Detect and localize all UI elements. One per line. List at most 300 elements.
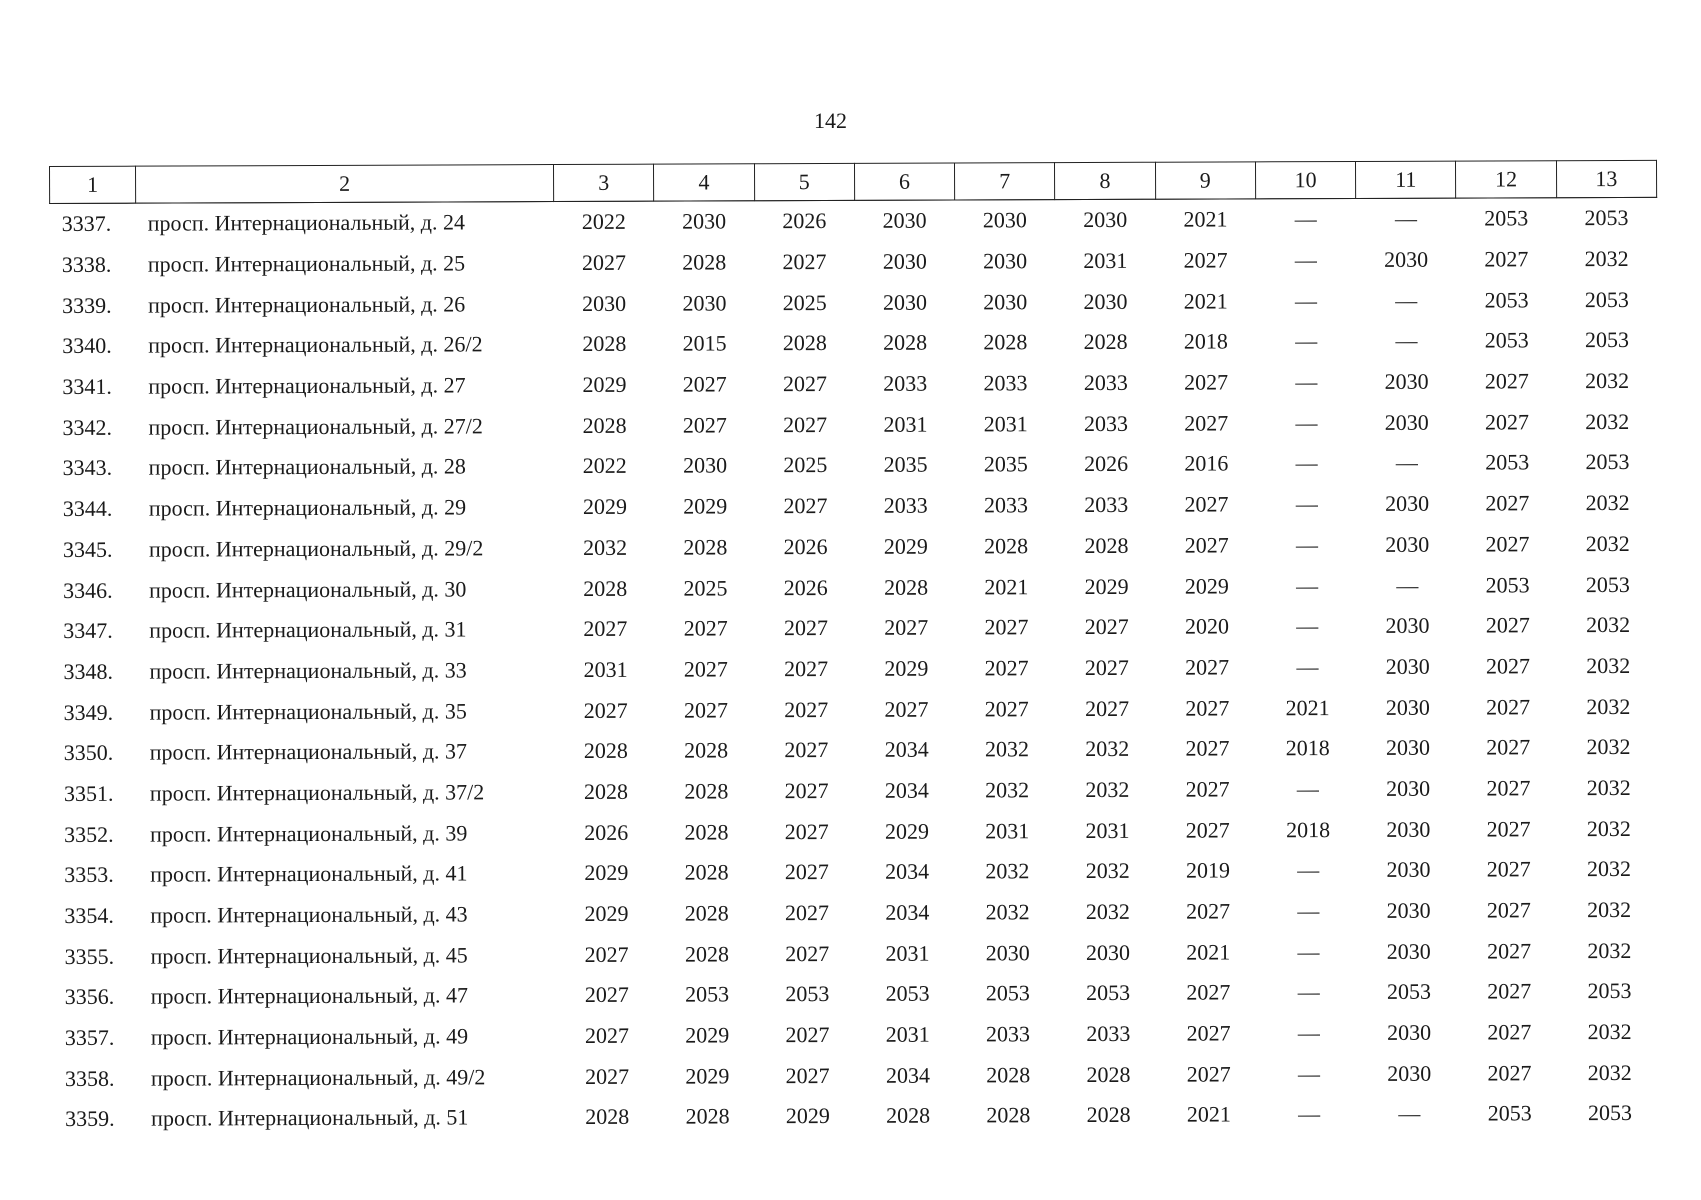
row-number: 3350. (63, 740, 114, 766)
row-value-col-6: 2030 (882, 248, 927, 274)
row-value-col-9: 2029 (1184, 573, 1229, 599)
row-value-col-7: 2027 (984, 655, 1029, 681)
column-header-3: 3 (553, 164, 653, 201)
row-value-col-5: 2027 (783, 411, 828, 437)
row-number: 3356. (64, 984, 115, 1010)
row-value-col-13: 2032 (1584, 245, 1629, 272)
row-value-col-10: — (1297, 857, 1320, 883)
row-number: 3358. (64, 1065, 115, 1091)
row-value-col-9: 2021 (1186, 939, 1231, 965)
row-value-col-5: 2027 (784, 777, 829, 804)
register-table (49, 160, 1661, 1140)
row-number: 3354. (64, 902, 114, 928)
row-value-col-10: — (1295, 531, 1318, 558)
row-number: 3341. (62, 373, 112, 400)
row-value-col-11: 2030 (1385, 531, 1430, 557)
row-value-col-9: 2027 (1184, 369, 1229, 395)
row-value-col-4: 2027 (683, 656, 728, 682)
row-value-col-7: 2031 (985, 817, 1030, 844)
row-value-col-8: 2028 (1086, 1061, 1131, 1087)
row-value-col-11: 2030 (1387, 1019, 1432, 1045)
row-value-col-10: — (1297, 1060, 1321, 1086)
row-value-col-8: 2030 (1085, 939, 1131, 965)
row-address: просп. Интернациональный, д. 49 (150, 1023, 469, 1050)
table-row (51, 483, 1658, 530)
row-value-col-9: 2027 (1185, 817, 1230, 843)
row-value-col-12: 2027 (1487, 1060, 1532, 1086)
row-address: просп. Интернациональный, д. 37 (149, 738, 468, 765)
row-value-col-6: 2034 (885, 858, 930, 885)
column-header-13: 13 (1556, 160, 1656, 197)
row-value-col-6: 2028 (886, 1103, 931, 1129)
row-value-col-12: 2027 (1487, 1019, 1532, 1045)
row-value-col-5: 2027 (783, 493, 828, 519)
row-value-col-7: 2033 (983, 492, 1029, 518)
row-address: просп. Интернациональный, д. 25 (147, 250, 466, 277)
row-address: просп. Интернациональный, д. 51 (151, 1104, 469, 1132)
row-value-col-9: 2027 (1186, 898, 1231, 924)
row-value-col-11: 2030 (1386, 857, 1431, 883)
row-value-col-4: 2030 (682, 452, 728, 479)
row-value-col-3: 2028 (583, 575, 628, 601)
row-value-col-7: 2030 (985, 939, 1030, 966)
row-value-col-13: 2032 (1585, 408, 1630, 434)
table-row (53, 1052, 1660, 1099)
row-number: 3347. (63, 617, 113, 644)
row-value-col-11: — (1395, 328, 1418, 354)
table-row (51, 442, 1658, 489)
row-value-col-7: 2027 (984, 695, 1029, 722)
row-number: 3346. (63, 577, 113, 603)
column-header-7: 7 (955, 163, 1055, 200)
row-value-col-7: 2033 (983, 370, 1028, 396)
row-value-col-10: — (1295, 491, 1318, 517)
table-row (52, 727, 1659, 774)
row-value-col-9: 2019 (1185, 857, 1230, 883)
row-value-col-10: — (1294, 287, 1318, 313)
row-value-col-13: 2053 (1587, 978, 1632, 1004)
row-address: просп. Интернациональный, д. 30 (149, 575, 467, 603)
row-value-col-6: 2033 (883, 492, 928, 518)
row-value-col-4: 2028 (685, 1103, 730, 1130)
row-value-col-3: 2031 (583, 656, 628, 682)
row-value-col-11: — (1396, 572, 1419, 598)
row-number: 3359. (65, 1106, 115, 1132)
row-value-col-3: 2029 (584, 900, 629, 926)
row-value-col-5: 2026 (782, 208, 827, 234)
row-value-col-8: 2032 (1085, 898, 1130, 925)
row-value-col-4: 2028 (684, 941, 729, 967)
row-value-col-7: 2032 (985, 899, 1030, 925)
row-value-col-13: 2032 (1587, 1059, 1632, 1085)
row-value-col-10: — (1296, 654, 1319, 680)
row-value-col-10: 2018 (1285, 816, 1331, 842)
row-value-col-6: 2029 (883, 533, 928, 559)
row-value-col-8: 2028 (1084, 532, 1129, 558)
column-header-9: 9 (1155, 162, 1255, 199)
row-value-col-13: 2032 (1585, 490, 1630, 516)
row-value-col-13: 2032 (1586, 856, 1632, 882)
row-value-col-13: 2053 (1587, 1100, 1632, 1126)
row-value-col-4: 2029 (685, 1063, 730, 1089)
column-header-8: 8 (1055, 162, 1155, 199)
row-value-col-9: 2027 (1186, 1020, 1231, 1046)
row-value-col-12: 2027 (1486, 815, 1531, 842)
row-value-col-9: 2018 (1183, 328, 1228, 355)
row-value-col-6: 2035 (883, 452, 928, 478)
row-address: просп. Интернациональный, д. 49/2 (150, 1064, 486, 1091)
row-value-col-12: 2053 (1487, 1100, 1532, 1126)
row-value-col-12: 2027 (1486, 693, 1531, 720)
table-body (50, 197, 1661, 1139)
row-value-col-9: 2027 (1184, 491, 1229, 517)
row-value-col-8: 2033 (1083, 369, 1128, 396)
row-value-col-12: 2053 (1484, 327, 1529, 353)
row-value-col-10: — (1298, 1101, 1321, 1127)
row-value-col-9: 2020 (1184, 613, 1230, 639)
row-address: просп. Интернациональный, д. 43 (150, 901, 468, 928)
row-value-col-13: 2053 (1585, 449, 1630, 475)
table-header-row (50, 160, 1657, 203)
row-value-col-13: 2053 (1584, 327, 1630, 353)
row-address: просп. Интернациональный, д. 41 (150, 860, 468, 887)
row-value-col-12: 2027 (1485, 612, 1530, 638)
row-value-col-12: 2053 (1485, 571, 1530, 598)
row-value-col-5: 2027 (782, 371, 828, 397)
row-value-col-9: 2027 (1186, 979, 1231, 1006)
row-value-col-7: 2028 (986, 1102, 1031, 1128)
row-value-col-8: 2028 (1083, 329, 1128, 355)
row-number: 3348. (63, 658, 113, 684)
row-number: 3349. (63, 699, 114, 725)
row-value-col-6: 2030 (882, 289, 927, 315)
row-value-col-7: 2028 (983, 329, 1028, 355)
column-header-4: 4 (654, 164, 754, 201)
row-number: 3339. (61, 292, 112, 318)
row-value-col-7: 2053 (985, 980, 1030, 1006)
row-value-col-3: 2027 (583, 616, 628, 642)
row-value-col-8: 2033 (1083, 410, 1128, 436)
row-value-col-4: 2028 (684, 819, 729, 845)
row-address: просп. Интернациональный, д. 47 (150, 982, 468, 1010)
row-value-col-12: 2053 (1485, 449, 1530, 475)
row-value-col-4: 2029 (685, 1022, 730, 1048)
row-address: просп. Интернациональный, д. 31 (149, 616, 467, 643)
row-value-col-13: 2032 (1585, 530, 1630, 556)
row-number: 3340. (62, 333, 112, 359)
row-number: 3343. (62, 455, 113, 481)
table-row (50, 320, 1657, 367)
row-value-col-13: 2032 (1586, 612, 1631, 638)
row-address: просп. Интернациональный, д. 29 (148, 494, 467, 521)
row-value-col-12: 2027 (1485, 531, 1530, 557)
row-value-col-13: 2032 (1587, 937, 1632, 963)
row-value-col-6: 2029 (884, 818, 930, 844)
row-value-col-7: 2030 (982, 207, 1027, 233)
row-value-col-6: 2030 (882, 207, 927, 234)
row-value-col-3: 2028 (582, 331, 627, 357)
column-header-11: 11 (1356, 161, 1456, 198)
row-value-col-11: — (1395, 287, 1418, 313)
row-value-col-9: 2027 (1183, 247, 1228, 273)
row-value-col-8: 2029 (1084, 573, 1129, 599)
row-number: 3342. (62, 414, 113, 440)
row-address: просп. Интернациональный, д. 35 (149, 697, 467, 725)
row-value-col-5: 2027 (784, 859, 829, 885)
row-value-col-9: 2021 (1183, 206, 1228, 232)
row-value-col-4: 2028 (684, 859, 729, 885)
row-value-col-13: 2032 (1586, 774, 1631, 801)
row-value-col-3: 2026 (584, 819, 629, 845)
row-value-col-3: 2027 (584, 941, 629, 967)
row-value-col-3: 2028 (582, 412, 627, 438)
row-value-col-13: 2032 (1587, 1019, 1632, 1045)
row-value-col-11: 2030 (1385, 612, 1430, 639)
row-value-col-12: 2027 (1486, 897, 1531, 923)
row-address: просп. Интернациональный, д. 33 (149, 657, 467, 684)
row-value-col-4: 2053 (685, 981, 730, 1007)
row-value-col-6: 2031 (885, 940, 930, 966)
row-value-col-4: 2027 (683, 696, 729, 723)
column-header-2: 2 (136, 165, 554, 204)
row-value-col-5: 2053 (785, 981, 830, 1007)
row-value-col-10: — (1295, 450, 1318, 476)
row-value-col-11: 2030 (1387, 1060, 1432, 1086)
row-value-col-9: 2016 (1184, 450, 1229, 477)
row-address: просп. Интернациональный, д. 45 (150, 942, 468, 969)
row-value-col-5: 2025 (782, 289, 827, 315)
row-value-col-13: 2053 (1585, 571, 1630, 597)
row-value-col-11: 2053 (1386, 979, 1431, 1005)
row-value-col-5: 2027 (782, 249, 827, 275)
row-value-col-6: 2034 (884, 777, 929, 803)
row-value-col-8: 2032 (1085, 858, 1130, 884)
row-value-col-3: 2029 (582, 371, 627, 398)
table-row (53, 1093, 1660, 1140)
row-value-col-6: 2034 (885, 1062, 930, 1088)
row-number: 3338. (61, 251, 112, 277)
row-value-col-3: 2028 (583, 778, 629, 804)
row-value-col-10: — (1295, 409, 1318, 435)
row-value-col-7: 2021 (984, 573, 1029, 599)
row-value-col-7: 2033 (985, 1021, 1031, 1047)
row-value-col-7: 2028 (984, 533, 1029, 559)
row-value-col-11: 2030 (1385, 694, 1430, 720)
row-value-col-12: 2053 (1484, 287, 1529, 313)
row-value-col-4: 2028 (684, 900, 729, 926)
row-value-col-12: 2027 (1486, 856, 1531, 882)
row-value-col-5: 2027 (784, 696, 829, 722)
row-value-col-4: 2027 (683, 615, 728, 641)
row-value-col-12: 2027 (1487, 978, 1532, 1004)
row-value-col-13: 2053 (1584, 205, 1629, 231)
row-value-col-4: 2027 (682, 412, 727, 438)
row-value-col-8: 2026 (1084, 451, 1129, 477)
row-value-col-4: 2029 (683, 493, 728, 519)
row-value-col-6: 2027 (884, 696, 929, 722)
row-value-col-6: 2028 (883, 330, 928, 356)
row-value-col-9: 2021 (1186, 1101, 1231, 1128)
table-row (50, 361, 1657, 408)
row-value-col-7: 2030 (983, 248, 1028, 274)
row-value-col-10: 2018 (1285, 735, 1330, 761)
table-row (52, 849, 1659, 896)
row-value-col-5: 2029 (785, 1103, 830, 1129)
row-value-col-3: 2027 (581, 249, 627, 275)
row-value-col-10: — (1297, 1020, 1320, 1046)
row-value-col-11: 2030 (1385, 490, 1430, 517)
row-value-col-8: 2053 (1086, 980, 1131, 1006)
row-value-col-12: 2027 (1484, 409, 1530, 435)
row-address: просп. Интернациональный, д. 29/2 (148, 535, 484, 562)
row-value-col-5: 2027 (784, 900, 830, 926)
row-value-col-11: — (1395, 450, 1418, 476)
row-value-col-5: 2026 (783, 574, 828, 600)
row-value-col-9: 2027 (1185, 695, 1230, 721)
row-value-col-4: 2027 (682, 371, 727, 397)
row-value-col-8: 2028 (1086, 1102, 1131, 1128)
row-value-col-8: 2027 (1084, 614, 1129, 640)
row-value-col-6: 2031 (885, 1021, 930, 1047)
table-row (51, 645, 1658, 692)
row-value-col-5: 2027 (784, 737, 829, 763)
row-value-col-8: 2030 (1083, 288, 1128, 314)
row-value-col-10: — (1296, 776, 1319, 802)
row-value-col-11: 2030 (1384, 246, 1429, 272)
table-row (50, 279, 1657, 326)
row-value-col-6: 2028 (883, 574, 929, 600)
row-value-col-9: 2027 (1186, 1061, 1231, 1087)
row-value-col-3: 2027 (584, 1022, 630, 1049)
row-value-col-3: 2028 (583, 738, 628, 764)
row-value-col-7: 2032 (984, 736, 1029, 762)
row-value-col-8: 2027 (1084, 695, 1130, 721)
row-value-col-4: 2025 (683, 574, 728, 601)
row-address: просп. Интернациональный, д. 27/2 (148, 413, 483, 440)
row-value-col-10: — (1297, 938, 1320, 964)
row-value-col-4: 2030 (682, 290, 727, 316)
row-value-col-5: 2027 (785, 940, 830, 966)
column-header-1: 1 (50, 166, 136, 203)
row-value-col-6: 2029 (884, 655, 929, 681)
row-value-col-3: 2028 (585, 1104, 630, 1130)
row-address: просп. Интернациональный, д. 26 (147, 291, 466, 318)
row-value-col-12: 2027 (1486, 734, 1531, 760)
row-value-col-5: 2027 (785, 1022, 830, 1048)
row-value-col-11: 2030 (1385, 653, 1430, 679)
row-value-col-6: 2033 (883, 370, 928, 396)
row-value-col-3: 2027 (583, 697, 628, 723)
table-row (51, 605, 1658, 652)
row-address: просп. Интернациональный, д. 37/2 (149, 779, 485, 806)
table-row (53, 971, 1660, 1018)
column-header-10: 10 (1255, 161, 1355, 198)
row-value-col-12: 2027 (1484, 246, 1529, 272)
row-value-col-4: 2028 (684, 778, 729, 804)
table-row (52, 767, 1659, 814)
column-header-12: 12 (1456, 161, 1556, 198)
table-row (52, 686, 1659, 733)
row-value-col-13: 2032 (1586, 652, 1631, 679)
row-value-col-3: 2027 (584, 982, 629, 1008)
row-value-col-6: 2027 (884, 614, 929, 641)
row-value-col-11: 2030 (1386, 816, 1431, 842)
row-address: просп. Интернациональный, д. 39 (150, 820, 468, 847)
row-value-col-4: 2028 (683, 534, 728, 560)
row-value-col-7: 2028 (986, 1062, 1031, 1088)
row-value-col-10: — (1297, 898, 1320, 924)
row-value-col-7: 2027 (984, 614, 1029, 640)
row-value-col-4: 2028 (682, 249, 727, 275)
row-value-col-4: 2015 (682, 330, 727, 356)
row-value-col-5: 2026 (783, 533, 828, 560)
row-value-col-13: 2032 (1586, 693, 1631, 719)
row-value-col-8: 2033 (1086, 1020, 1131, 1047)
row-value-col-7: 2032 (985, 858, 1030, 884)
row-value-col-3: 2029 (582, 493, 627, 520)
row-value-col-8: 2030 (1083, 207, 1128, 233)
row-value-col-13: 2032 (1587, 896, 1632, 923)
row-value-col-5: 2027 (784, 655, 829, 682)
table-row (50, 401, 1657, 448)
row-value-col-12: 2027 (1486, 775, 1531, 801)
row-value-col-11: — (1394, 206, 1418, 232)
table-row (51, 523, 1658, 570)
row-number: 3357. (64, 1024, 115, 1051)
row-value-col-9: 2027 (1185, 735, 1230, 761)
row-number: 3351. (63, 780, 114, 806)
row-value-col-8: 2033 (1084, 492, 1129, 518)
table-row (52, 890, 1659, 937)
table-row (53, 1012, 1660, 1059)
table-row (52, 808, 1659, 855)
row-number: 3353. (64, 862, 114, 888)
row-value-col-13: 2032 (1586, 815, 1631, 841)
row-value-col-3: 2022 (581, 209, 626, 235)
row-value-col-6: 2053 (885, 981, 930, 1007)
row-value-col-3: 2022 (582, 453, 627, 479)
row-value-col-10: — (1295, 369, 1318, 395)
table-row (51, 564, 1658, 611)
row-value-col-8: 2027 (1084, 654, 1129, 680)
row-value-col-10: — (1296, 572, 1319, 598)
page-number-text: 142 (814, 108, 847, 133)
row-address: просп. Интернациональный, д. 26/2 (148, 331, 483, 359)
row-number: 3352. (64, 821, 114, 847)
row-value-col-13: 2032 (1585, 368, 1630, 394)
row-value-col-11: 2030 (1384, 368, 1429, 394)
row-value-col-12: 2027 (1485, 490, 1530, 516)
table-row (50, 239, 1657, 286)
row-value-col-5: 2028 (782, 330, 827, 356)
row-value-col-11: 2030 (1386, 775, 1431, 801)
row-number: 3345. (62, 536, 113, 562)
row-value-col-13: 2032 (1586, 734, 1631, 760)
row-address: просп. Интернациональный, д. 28 (148, 453, 466, 481)
row-value-col-3: 2030 (582, 290, 627, 316)
row-value-col-9: 2027 (1185, 776, 1230, 802)
row-value-col-11: 2030 (1386, 897, 1431, 923)
row-value-col-9: 2021 (1183, 288, 1228, 314)
row-number: 3344. (62, 495, 113, 522)
row-value-col-11: 2030 (1384, 409, 1429, 435)
row-value-col-4: 2030 (682, 208, 727, 234)
row-address: просп. Интернациональный, д. 24 (147, 209, 466, 236)
row-value-col-7: 2031 (983, 411, 1028, 437)
row-value-col-12: 2027 (1486, 938, 1532, 964)
row-value-col-10: — (1294, 247, 1317, 273)
row-value-col-11: 2030 (1386, 938, 1431, 964)
